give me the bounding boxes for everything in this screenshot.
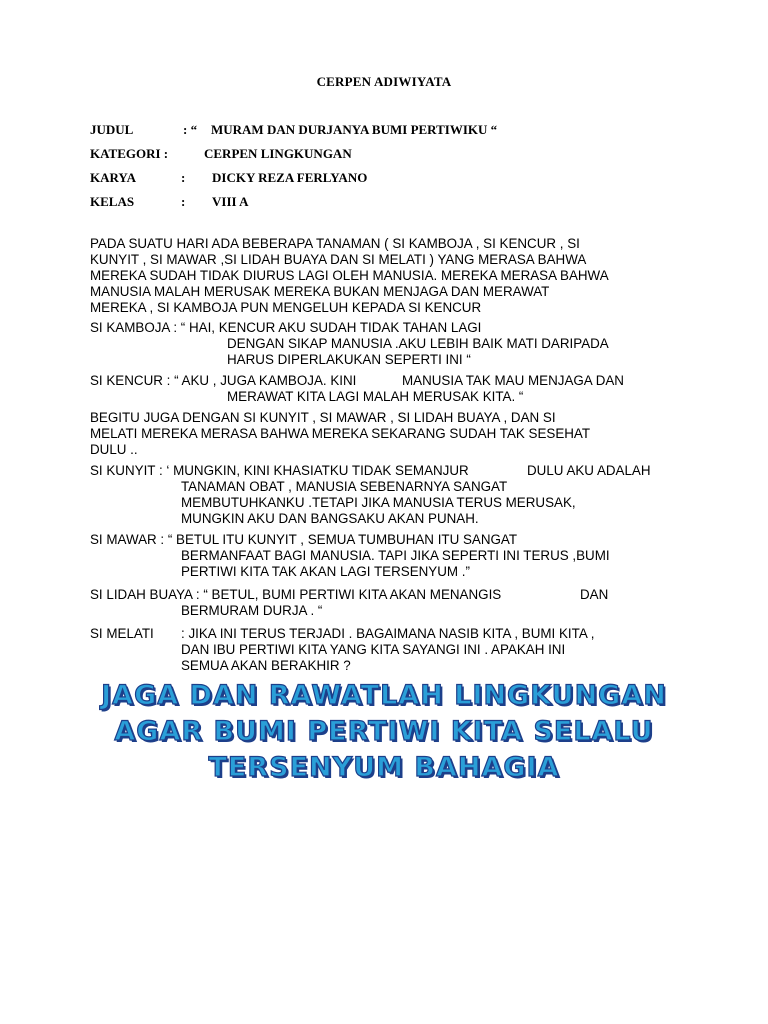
dialog-kunyit-line: MUNGKIN AKU DAN BANGSAKU AKAN PUNAH. xyxy=(181,511,479,526)
dialog-kunyit-line: DULU AKU ADALAH xyxy=(527,463,651,478)
dialog-melati-line: : JIKA INI TERUS TERJADI . BAGAIMANA NASIB KITA , BUMI KITA , xyxy=(181,626,595,641)
dialog-lidah-buaya-line: SI LIDAH BUAYA : “ BETUL, BUMI PERTIWI KITA AKAN MENANGIS xyxy=(90,587,502,602)
meta-value: DICKY REZA FERLYANO xyxy=(212,170,368,185)
dialog-kamboja-line: DENGAN SIKAP MANUSIA .AKU LEBIH BAIK MATI DARIPADA xyxy=(227,336,609,351)
meta-label: KARYA xyxy=(90,170,137,185)
meta-value: CERPEN LINGKUNGAN xyxy=(204,146,352,161)
banner-line: AGAR BUMI PERTIWI KITA SELALU xyxy=(114,716,654,747)
dialog-lidah-buaya-line: DAN xyxy=(580,587,609,602)
dialog-kencur-line: MANUSIA TAK MAU MENJAGA DAN xyxy=(402,373,624,388)
dialog-lidah-buaya-line: BERMURAM DURJA . “ xyxy=(181,603,323,618)
paragraph-line: DULU .. xyxy=(90,442,138,457)
intro-line: MEREKA , SI KAMBOJA PUN MENGELUH KEPADA SI KENCUR xyxy=(90,300,482,315)
paragraph-line: BEGITU JUGA DENGAN SI KUNYIT , SI MAWAR , SI LIDAH BUAYA , DAN SI xyxy=(90,410,556,425)
dialog-melati-line: SEMUA AKAN BERAKHIR ? xyxy=(181,658,351,673)
dialog-mawar-line: SI MAWAR : “ BETUL ITU KUNYIT , SEMUA TUMBUHAN ITU SANGAT xyxy=(90,532,518,547)
paragraph-line: MELATI MEREKA MERASA BAHWA MEREKA SEKARANG SUDAH TAK SESEHAT xyxy=(90,426,591,441)
intro-line: PADA SUATU HARI ADA BEBERAPA TANAMAN ( SI KAMBOJA , SI KENCUR , SI xyxy=(90,236,580,251)
meta-separator: : “ xyxy=(183,122,198,137)
dialog-kamboja-line: SI KAMBOJA : “ HAI, KENCUR AKU SUDAH TIDAK TAHAN LAGI xyxy=(90,320,482,335)
dialog-mawar-line: PERTIWI KITA TAK AKAN LAGI TERSENYUM .” xyxy=(181,564,470,579)
dialog-mawar-line: BERMANFAAT BAGI MANUSIA. TAPI JIKA SEPERTI INI TERUS ,BUMI xyxy=(181,548,610,563)
dialog-kencur-line: SI KENCUR : “ AKU , JUGA KAMBOJA. KINI xyxy=(90,373,357,388)
meta-label: KELAS xyxy=(90,194,135,209)
meta-separator: : xyxy=(181,194,186,209)
dialog-kunyit-line: TANAMAN OBAT , MANUSIA SEBENARNYA SANGAT xyxy=(181,479,508,494)
dialog-melati-line: DAN IBU PERTIWI KITA YANG KITA SAYANGI INI . APAKAH INI xyxy=(181,642,566,657)
document-title: CERPEN ADIWIYATA xyxy=(316,74,452,89)
intro-line: MEREKA SUDAH TIDAK DIURUS LAGI OLEH MANUSIA. MEREKA MERASA BAHWA xyxy=(90,268,609,283)
dialog-kunyit-line: SI KUNYIT : ‘ MUNGKIN, KINI KHASIATKU TIDAK SEMANJUR xyxy=(90,463,469,478)
dialog-kencur-line: MERAWAT KITA LAGI MALAH MERUSAK KITA. “ xyxy=(227,389,524,404)
meta-separator: : xyxy=(181,170,186,185)
meta-label: JUDUL xyxy=(90,122,134,137)
meta-value: VIII A xyxy=(212,194,249,209)
intro-line: KUNYIT , SI MAWAR ,SI LIDAH BUAYA DAN SI MELATI ) YANG MERASA BAHWA xyxy=(90,252,587,267)
dialog-kunyit-line: MEMBUTUHKANKU .TETAPI JIKA MANUSIA TERUS MERUSAK, xyxy=(181,495,576,510)
dialog-melati-label: SI MELATI xyxy=(90,626,154,641)
meta-value: MURAM DAN DURJANYA BUMI PERTIWIKU “ xyxy=(211,122,498,137)
intro-line: MANUSIA MALAH MERUSAK MEREKA BUKAN MENJAGA DAN MERAWAT xyxy=(90,284,550,299)
meta-label: KATEGORI : xyxy=(90,146,169,161)
banner-line: TERSENYUM BAHAGIA xyxy=(208,752,560,783)
banner-line: JAGA DAN RAWATLAH LINGKUNGAN xyxy=(101,680,667,711)
dialog-kamboja-line: HARUS DIPERLAKUKAN SEPERTI INI “ xyxy=(227,352,471,367)
